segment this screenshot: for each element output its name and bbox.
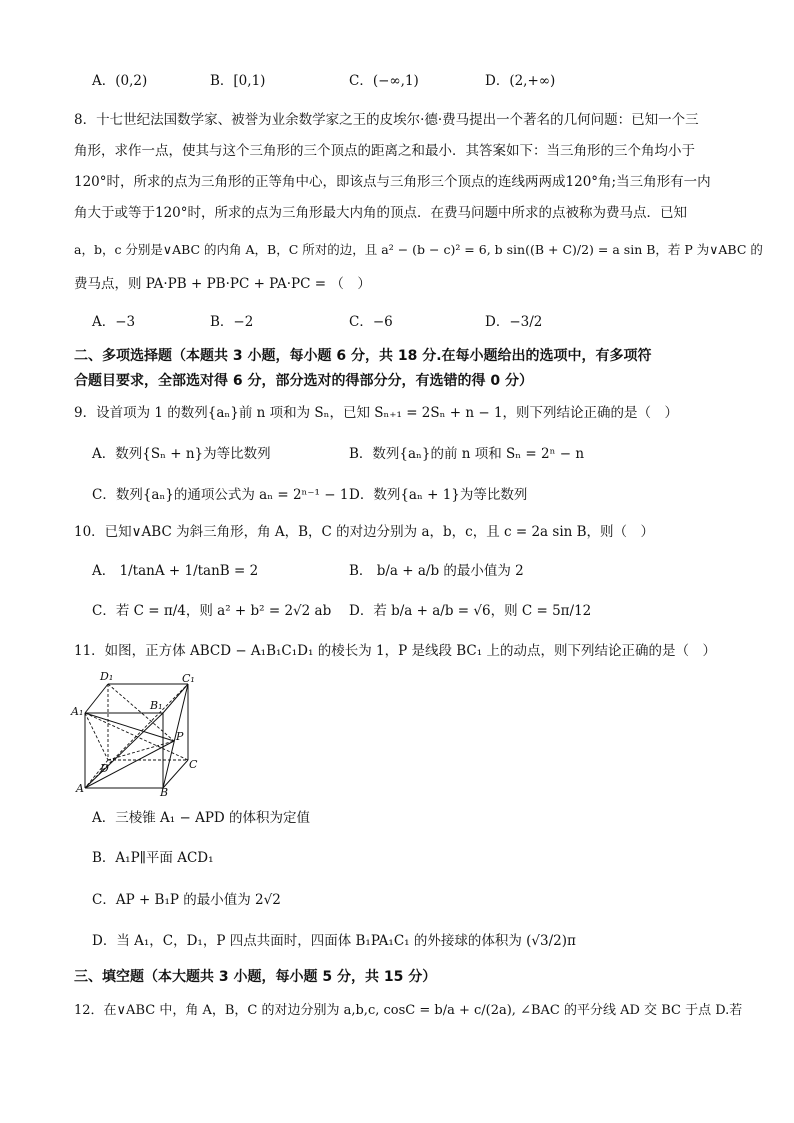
label-B1: B₁: [150, 699, 163, 712]
q8-line-4: 角大于或等于120°时，所求的点为三角形最大内角的顶点．在费马问题中所求的点被称为费马点．已知: [74, 205, 688, 221]
q7-option-c: C．(−∞,1): [349, 73, 419, 89]
q11-option-d: D．当 A₁，C，D₁，P 四点共面时，四面体 B₁PA₁C₁ 的外接球的体积为 (√3/2)π: [92, 933, 576, 949]
section-2-heading-line-1: 二、多项选择题（本题共 3 小题，每小题 6 分，共 18 分.在每小题给出的选项中，有多项符: [74, 348, 652, 364]
q9-option-c: C．数列{aₙ}的通项公式为 aₙ = 2ⁿ⁻¹ − 1: [92, 487, 349, 503]
q8-option-a: A．−3: [92, 314, 136, 330]
segment-A1D: [85, 713, 108, 760]
label-A: A: [76, 782, 84, 795]
label-B: B: [160, 786, 169, 798]
q10-stem: 10．已知∨ABC 为斜三角形，角 A，B，C 的对边分别为 a，b，c，且 c = 2a sin B，则（ ）: [74, 524, 655, 540]
q10-option-d: D．若 b/a + a/b = √6，则 C = 5π/12: [349, 603, 592, 619]
q7-option-b: B．[0,1): [210, 73, 266, 89]
q11-option-b: B．A₁P∥平面 ACD₁: [92, 850, 214, 866]
section-3-heading: 三、填空题（本大题共 3 小题，每小题 5 分，共 15 分）: [74, 969, 437, 985]
segment-AP: [85, 741, 174, 788]
q8-option-b: B．−2: [210, 314, 254, 330]
segment-DP: [108, 741, 174, 760]
cube-edge: [85, 684, 108, 713]
q9-option-b: B．数列{aₙ}的前 n 项和 Sₙ = 2ⁿ − n: [349, 446, 585, 462]
q12-stem: 12．在∨ABC 中，角 A，B，C 的对边分别为 a,b,c, cosC = b/a + c/(2a), ∠BAC 的平分线 AD 交 BC 于点 D.若: [74, 1003, 743, 1018]
q11-option-a: A．三棱锥 A₁ − APD 的体积为定值: [92, 810, 311, 826]
q8-option-d: D．−3/2: [485, 314, 543, 330]
label-C1: C₁: [182, 672, 195, 685]
q8-line-2: 角形，求作一点，使其与这个三角形的三个顶点的距离之和最小．其答案如下：当三角形的三个角均小于: [74, 143, 695, 159]
q10-option-b: B． b/a + a/b 的最小值为 2: [349, 563, 524, 579]
label-P: P: [176, 730, 184, 743]
label-C: C: [189, 758, 198, 771]
q8-option-c: C．−6: [349, 314, 393, 330]
q10-option-a: A． 1/tanA + 1/tanB = 2: [92, 563, 259, 579]
q8-line-6: 费马点，则 PA·PB + PB·PC + PA·PC = （ ）: [74, 276, 371, 292]
q7-option-d: D．(2,+∞): [485, 73, 556, 89]
q8-line-3: 120°时，所求的点为三角形的正等角中心，即该点与三角形三个顶点的连线两两成120°角;当三角形有一内: [74, 174, 711, 190]
q11-option-c: C．AP + B₁P 的最小值为 2√2: [92, 892, 281, 908]
q9-option-d: D．数列{aₙ + 1}为等比数列: [349, 487, 528, 503]
label-D1: D₁: [100, 670, 114, 683]
q7-option-a: A．(0,2): [92, 73, 148, 89]
q9-stem: 9．设首项为 1 的数列{aₙ}前 n 项和为 Sₙ，已知 Sₙ₊₁ = 2Sₙ + n − 1，则下列结论正确的是（ ）: [74, 405, 679, 421]
label-A1: A₁: [71, 705, 84, 718]
section-2-heading-line-2: 合题目要求，全部选对得 6 分，部分选对的得部分分，有选错的得 0 分）: [74, 373, 533, 389]
segment-A1P: [85, 713, 174, 741]
q10-option-c: C．若 C = π/4，则 a² + b² = 2√2 ab: [92, 603, 332, 619]
q11-stem: 11．如图，正方体 ABCD − A₁B₁C₁D₁ 的棱长为 1，P 是线段 BC₁ 上的动点，则下列结论正确的是（ ）: [74, 643, 716, 659]
q8-line-5: a，b，c 分别是∨ABC 的内角 A，B，C 所对的边，且 a² − (b − c)² = 6, b sin((B + C)/2) = a sin B，若 P 为∨ABC 的: [74, 242, 763, 257]
cube-figure: [70, 668, 210, 798]
q9-option-a: A．数列{Sₙ + n}为等比数列: [92, 446, 271, 462]
label-D: D: [100, 762, 109, 775]
q8-line-1: 8．十七世纪法国数学家、被誉为业余数学家之王的皮埃尔·德·费马提出一个著名的几何问题：已知一个三: [74, 112, 699, 128]
